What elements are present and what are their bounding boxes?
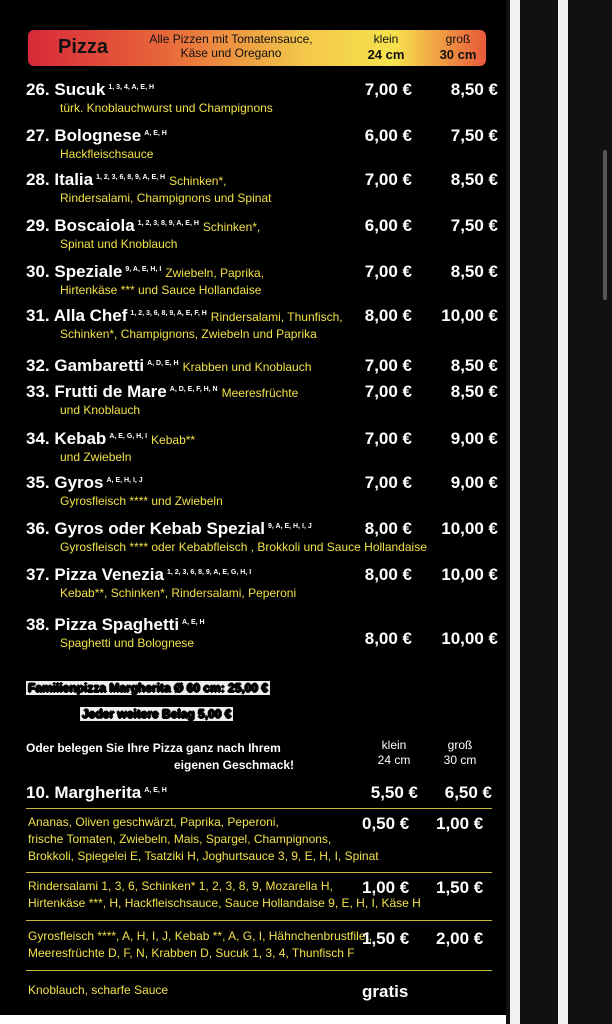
pizza-item [26,565,498,602]
topping-line: Knoblauch, scharfe Sauce [28,983,169,997]
price-small: 8,00 € [364,565,412,584]
price-large: 8,50 € [450,356,498,375]
pizza-desc: Hirtenkäse *** und Sauce Hollandaise [60,283,262,297]
topping-price-large: 2,00 € [436,929,484,948]
pizza-name: 36. Gyros oder Kebab Spezial [26,519,266,538]
own-col-small-size: 24 cm [377,753,411,767]
pizza-allergens: A, E, H [182,618,205,626]
pizza-allergens: 1, 2, 3, 6, 8, 9, A, E, F, H [130,309,207,317]
pizza-inline-desc: Schinken*, [169,174,227,188]
pizza-item [26,473,498,510]
page-bottom-edge [0,1015,506,1024]
margherita-name: 10. Margherita [26,783,142,802]
extra-topping-line: Jeder weitere Belag 5,00 € [82,707,232,721]
pizza-item [26,170,498,207]
own-col-small-label: klein [381,738,407,752]
topping-line: frische Tomaten, Zwiebeln, Mais, Spargel, Champignons, [28,832,332,846]
price-small: 7,00 € [364,382,412,401]
price-large: 9,00 € [450,473,498,492]
col-large-header [426,32,490,62]
frame-rail [558,0,568,1024]
pizza-allergens: 9, A, E, H, I, J [268,522,312,530]
pizza-inline-desc: Krabben und Knoblauch [182,360,312,374]
margherita-row [26,783,498,803]
topping-price-small: 0,50 € [362,814,410,833]
topping-group [28,982,168,999]
margherita-price-large: 6,50 € [444,783,492,802]
pizza-item [26,429,498,466]
pizza-name: 29. Boscaiola [26,216,135,235]
own-col-large-label: groß [447,738,473,752]
topping-group [28,928,372,962]
pizza-item [26,519,498,556]
pizza-desc: Schinken*, Champignons, Zwiebeln und Paprika [60,327,317,341]
topping-price-small: 1,00 € [362,878,410,897]
own-col-large-size: 30 cm [443,753,477,767]
pizza-inline-desc: Kebab** [151,433,196,447]
pizza-allergens: A, E, H, I, J [106,476,143,484]
section-title: Pizza [58,36,109,58]
pizza-name: 27. Bolognese [26,126,142,145]
own-col-small [362,738,426,768]
pizza-name: 26. Sucuk [26,80,106,99]
pizza-name: 37. Pizza Venezia [26,565,164,584]
pizza-desc: türk. Knoblauchwurst und Champignons [60,101,273,115]
pizza-inline-desc: Meeresfrüchte [221,386,299,400]
topping-line: Gyrosfleisch ****, A, H, I, J, Kebab **, A, G, I, Hähnchenbrustfilet, [28,929,373,943]
pizza-name: 31. Alla Chef [26,306,128,325]
pizza-item [26,356,498,376]
col-large-label: groß [445,32,471,46]
price-small: 7,00 € [364,429,412,448]
price-small: 7,00 € [364,80,412,99]
pizza-name: 33. Frutti de Mare [26,382,167,401]
topping-line: Ananas, Oliven geschwärzt, Paprika, Peperoni, [28,815,279,829]
pizza-item [26,306,498,343]
pizza-inline-desc: Schinken*, [202,220,261,234]
own-pizza-line1: Oder belegen Sie Ihre Pizza ganz nach Ihrem [26,741,281,755]
own-pizza-line2: eigenen Geschmack! [174,758,295,772]
margherita-allergens: A, E, H [144,786,167,794]
price-large: 8,50 € [450,262,498,281]
pizza-name: 38. Pizza Spaghetti [26,615,180,634]
price-small: 7,00 € [364,170,412,189]
price-large: 10,00 € [441,565,498,584]
topping-line: Rindersalami 1, 3, 6, Schinken* 1, 2, 3, 8, 9, Mozarella H, [28,879,333,893]
pizza-desc: Kebab**, Schinken*, Rindersalami, Peperoni [60,586,297,600]
topping-line: Meeresfrüchte D, F, N, Krabben D, Sucuk 1, 3, 4, Thunfisch F [28,946,355,960]
topping-price-small: gratis [362,982,409,1001]
pizza-item [26,615,498,652]
topping-price-small: 1,50 € [362,929,410,948]
price-large: 7,50 € [450,216,498,235]
own-col-large [428,738,492,768]
pizza-allergens: A, E, G, H, I [109,432,148,440]
col-small-size: 24 cm [367,47,405,62]
pizza-inline-desc: Rindersalami, Thunfisch, [210,310,343,324]
pizza-header-bar [28,30,486,66]
topping-price-large: 1,50 € [436,878,484,897]
price-small: 7,00 € [364,356,412,375]
pizza-item [26,216,498,253]
price-large: 9,00 € [450,429,498,448]
topping-line: Hirtenkäse ***, H, Hackfleischsauce, Sauce Hollandaise 9, E, H, I, Käse H [28,896,421,910]
pizza-name: 28. Italia [26,170,94,189]
price-small: 6,00 € [364,216,412,235]
pizza-allergens: 1, 2, 3, 8, 9, A, E, H [137,219,199,227]
pizza-desc: Rindersalami, Champignons und Spinat [60,191,272,205]
topping-price-large: 1,00 € [436,814,484,833]
price-large: 8,50 € [450,170,498,189]
pizza-desc: und Zwiebeln [60,450,132,464]
pizza-allergens: 1, 2, 3, 6, 8, 9, A, E, H [96,173,166,181]
price-large: 10,00 € [441,519,498,538]
price-large: 10,00 € [441,306,498,325]
divider [26,920,492,921]
price-large: 8,50 € [450,80,498,99]
price-small: 7,00 € [364,262,412,281]
pizza-allergens: 9, A, E, H, I [125,265,162,273]
price-large: 7,50 € [450,126,498,145]
col-small-header [354,32,418,62]
pizza-allergens: A, D, E, F, H, N [169,385,218,393]
section-note: Alle Pizzen mit Tomatensauce, Käse und Oregano [149,32,313,60]
divider [26,808,492,809]
divider [26,872,492,873]
pizza-name: 34. Kebab [26,429,107,448]
col-small-label: klein [373,32,399,46]
pizza-desc: und Knoblauch [60,403,141,417]
divider [26,970,492,971]
pizza-allergens: 1, 3, 4, A, E, H [108,83,155,91]
pizza-allergens: A, E, H [144,129,167,137]
pizza-desc: Spinat und Knoblauch [60,237,178,251]
col-large-size: 30 cm [439,47,477,62]
pizza-allergens: 1, 2, 3, 6, 8, 9, A, E, G, H, I [166,568,252,576]
pizza-item [26,80,498,117]
pizza-name: 30. Speziale [26,262,123,281]
price-small: 7,00 € [364,473,412,492]
pizza-name: 35. Gyros [26,473,104,492]
pizza-item [26,126,498,163]
pizza-inline-desc: Zwiebeln, Paprika, [165,266,265,280]
own-pizza-text [26,740,326,774]
price-small: 8,00 € [364,629,412,648]
pizza-desc: Gyrosfleisch **** oder Kebabfleisch , Brokkoli und Sauce Hollandaise [60,540,427,554]
pizza-desc: Hackfleischsauce [60,147,154,161]
frame-rail [510,0,520,1024]
price-small: 6,00 € [364,126,412,145]
margherita-price-small: 5,50 € [370,783,418,802]
topping-group [28,814,379,865]
price-large: 8,50 € [450,382,498,401]
pizza-item [26,262,498,299]
topping-line: Brokkoli, Spiegelei E, Tsatziki H, Joghurtsauce 3, 9, E, H, I, Spinat [28,849,379,863]
price-small: 8,00 € [364,306,412,325]
pizza-name: 32. Gambaretti [26,356,145,375]
pizza-desc: Spaghetti und Bolognese [60,636,195,650]
price-small: 8,00 € [364,519,412,538]
pizza-item [26,382,498,419]
scrollbar-thumb[interactable] [603,150,607,300]
family-pizza-line: Familienpizza Margherita Ø 60 cm: 25,00 € [28,681,269,695]
pizza-desc: Gyrosfleisch **** und Zwiebeln [60,494,223,508]
pizza-allergens: A, D, E, H [147,359,179,367]
price-large: 10,00 € [441,629,498,648]
